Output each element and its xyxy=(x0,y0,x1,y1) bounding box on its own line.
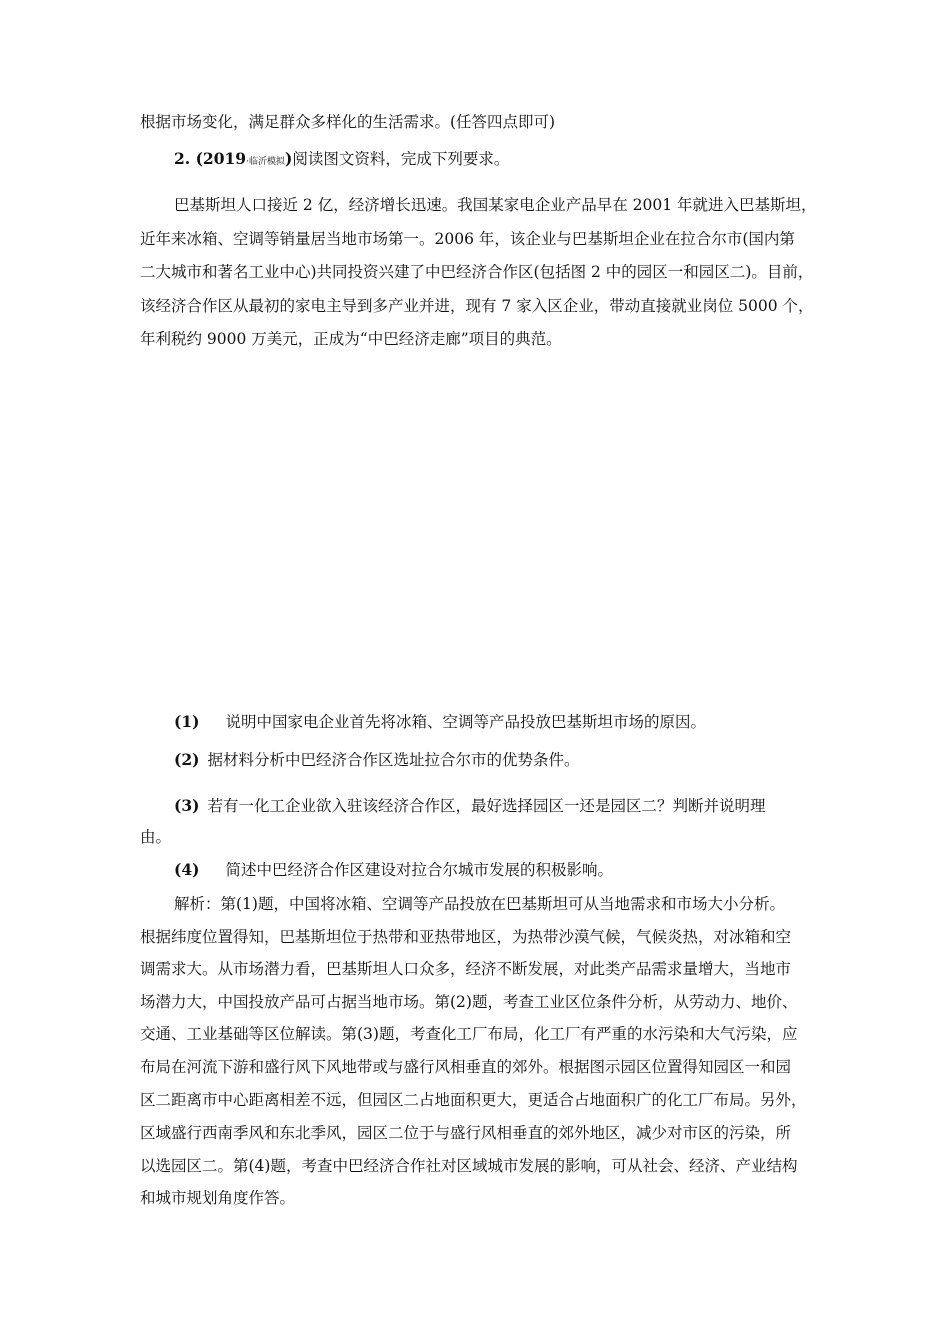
question-prompt: 阅读图文资料，完成下列要求。 xyxy=(292,150,510,168)
sub-question-3-continuation: 由。 xyxy=(140,828,172,846)
analysis-line: 以选园区二。第(4)题，考查中巴经济合作社对区域城市发展的影响，可从社会、经济、产业结构 xyxy=(140,1157,798,1175)
sub-question-number: (3) xyxy=(174,796,200,815)
material-line: 该经济合作区从最初的家电主导到多产业并进，现有 7 家入区企业，带动直接就业岗位 5000 个， xyxy=(140,297,814,315)
analysis-line: 和城市规划角度作答。 xyxy=(140,1189,296,1207)
material-line: 二大城市和著名工业中心)共同投资兴建了中巴经济合作区(包括图 2 中的园区一和园区二)。目前， xyxy=(140,263,814,281)
sub-question-3 xyxy=(174,796,765,816)
analysis-line: 解析：第(1)题，中国将冰箱、空调等产品投放在巴基斯坦可从当地需求和市场大小分析。 xyxy=(174,895,785,913)
question-header: 2. (2019·临沂模拟)阅读图文资料，完成下列要求。 xyxy=(174,149,510,168)
analysis-line: 布局在河流下游和盛行风下风地带或与盛行风相垂直的郊外。根据图示园区位置得知园区一和园 xyxy=(140,1058,792,1076)
question-source-year: (2019 xyxy=(195,149,247,168)
sub-question-text: 据材料分析中巴经济合作区选址拉合尔市的优势条件。 xyxy=(207,751,580,769)
analysis-line: 区二距离市中心距离相差不远，但园区二占地面积更大，更适合占地面积广的化工厂布局。另外， xyxy=(140,1091,807,1109)
sub-question-number: (2) xyxy=(174,750,200,769)
question-source-name: 临沂模拟 xyxy=(248,157,285,167)
sub-question-text: 简述中巴经济合作区建设对拉合尔城市发展的积极影响。 xyxy=(225,861,613,879)
sub-question-1 xyxy=(174,712,706,732)
question-source-close: ) xyxy=(284,149,293,168)
material-line: 巴基斯坦人口接近 2 亿，经济增长迅速。我国某家电企业产品早在 2001 年就进入巴基斯坦， xyxy=(174,196,817,214)
analysis-line: 调需求大。从市场潜力看，巴基斯坦人口众多，经济不断发展，对此类产品需求量增大，当地市 xyxy=(140,960,792,978)
previous-answer-tail: 根据市场变化，满足群众多样化的生活需求。(任答四点即可) xyxy=(140,113,556,131)
sub-question-text: 若有一化工企业欲入驻该经济合作区，最好选择园区一还是园区二？判断并说明理 xyxy=(207,797,766,815)
question-source-dot: · xyxy=(246,157,249,167)
sub-question-number: (1) xyxy=(174,712,200,731)
question-number: 2 xyxy=(174,149,185,168)
figure-placeholder xyxy=(140,358,820,688)
analysis-line: 区域盛行西南季风和东北季风，园区二位于与盛行风相垂直的郊外地区，减少对市区的污染，所 xyxy=(140,1124,792,1142)
analysis-line: 根据纬度位置得知，巴基斯坦位于热带和亚热带地区，为热带沙漠气候，气候炎热，对冰箱和空 xyxy=(140,928,792,946)
sub-question-number: (4) xyxy=(174,860,200,879)
sub-question-4 xyxy=(174,860,613,880)
analysis-line: 场潜力大，中国投放产品可占据当地市场。第(2)题，考查工业区位条件分析，从劳动力、地价、 xyxy=(140,993,798,1011)
sub-question-2 xyxy=(174,750,579,770)
sub-question-text: 说明中国家电企业首先将冰箱、空调等产品投放巴基斯坦市场的原因。 xyxy=(225,713,706,731)
material-line: 年利税约 9000 万美元，正成为“中巴经济走廊”项目的典范。 xyxy=(140,330,562,348)
analysis-line: 交通、工业基础等区位解读。第(3)题，考查化工厂布局，化工厂有严重的水污染和大气污染，应 xyxy=(140,1025,798,1043)
material-line: 近年来冰箱、空调等销量居当地市场第一。2006 年，该企业与巴基斯坦企业在拉合尔市(国内第 xyxy=(140,230,795,248)
